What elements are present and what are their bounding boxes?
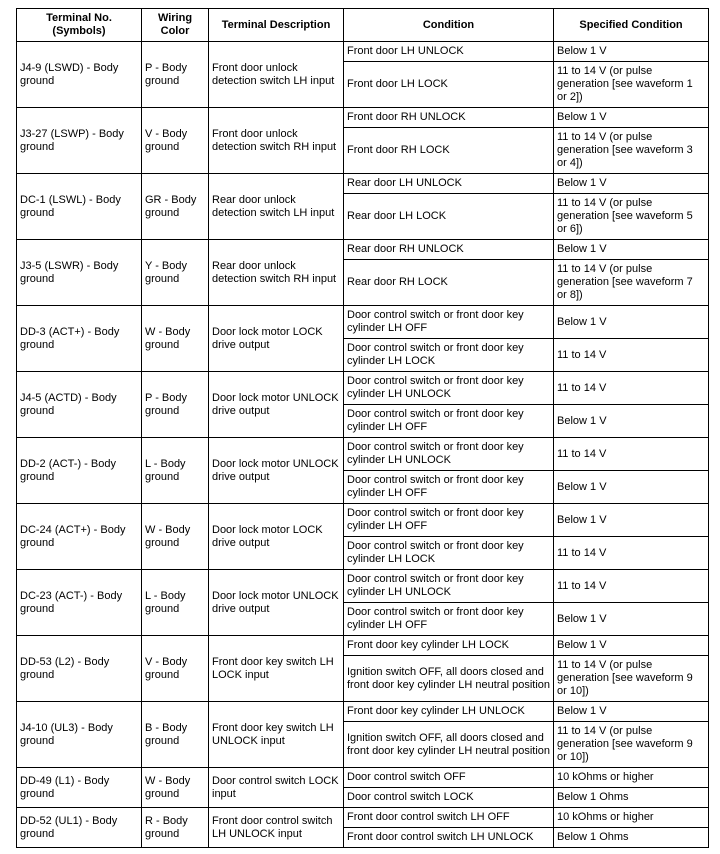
terminal-cell: J3-5 (LSWR) - Body ground — [17, 240, 142, 306]
specified-condition-cell: 11 to 14 V (or pulse generation [see waveform 3 or 4]) — [554, 128, 709, 174]
wiring-color-cell: P - Body ground — [142, 372, 209, 438]
description-cell: Door lock motor UNLOCK drive output — [209, 372, 344, 438]
condition-cell: Front door RH LOCK — [344, 128, 554, 174]
specified-condition-cell: Below 1 V — [554, 405, 709, 438]
condition-cell: Front door LH UNLOCK — [344, 42, 554, 62]
header-row — [17, 9, 709, 42]
header-condition: Condition — [344, 9, 554, 42]
specified-condition-cell: 11 to 14 V — [554, 537, 709, 570]
condition-cell: Door control switch or front door key cylinder LH OFF — [344, 603, 554, 636]
description-cell: Door lock motor LOCK drive output — [209, 504, 344, 570]
header-terminal: Terminal No. (Symbols) — [17, 9, 142, 42]
header-terminal-description: Terminal Description — [209, 9, 344, 42]
condition-cell: Door control switch or front door key cylinder LH UNLOCK — [344, 438, 554, 471]
wiring-color-cell: Y - Body ground — [142, 240, 209, 306]
table-row — [17, 808, 709, 828]
wiring-color-cell: R - Body ground — [142, 808, 209, 848]
specified-condition-cell: 10 kOhms or higher — [554, 768, 709, 788]
condition-cell: Door control switch or front door key cylinder LH UNLOCK — [344, 372, 554, 405]
table-row — [17, 438, 709, 471]
condition-cell: Rear door RH LOCK — [344, 260, 554, 306]
specified-condition-cell: 11 to 14 V — [554, 570, 709, 603]
condition-cell: Front door LH LOCK — [344, 62, 554, 108]
condition-cell: Door control switch or front door key cylinder LH OFF — [344, 306, 554, 339]
description-cell: Door control switch LOCK input — [209, 768, 344, 808]
specified-condition-cell: Below 1 V — [554, 603, 709, 636]
specified-condition-cell: 11 to 14 V — [554, 438, 709, 471]
condition-cell: Door control switch OFF — [344, 768, 554, 788]
terminal-cell: J4-5 (ACTD) - Body ground — [17, 372, 142, 438]
condition-cell: Ignition switch OFF, all doors closed and front door key cylinder LH neutral position — [344, 722, 554, 768]
table-row — [17, 504, 709, 537]
specified-condition-cell: 10 kOhms or higher — [554, 808, 709, 828]
terminal-cell: J4-9 (LSWD) - Body ground — [17, 42, 142, 108]
specified-condition-cell: Below 1 V — [554, 174, 709, 194]
condition-cell: Rear door LH UNLOCK — [344, 174, 554, 194]
wiring-color-cell: B - Body ground — [142, 702, 209, 768]
table-row — [17, 174, 709, 194]
condition-cell: Front door control switch LH UNLOCK — [344, 828, 554, 848]
description-cell: Front door key switch LH UNLOCK input — [209, 702, 344, 768]
wiring-color-cell: W - Body ground — [142, 768, 209, 808]
condition-cell: Rear door RH UNLOCK — [344, 240, 554, 260]
specified-condition-cell: Below 1 V — [554, 504, 709, 537]
terminal-cell: DC-1 (LSWL) - Body ground — [17, 174, 142, 240]
specified-condition-cell: 11 to 14 V (or pulse generation [see waveform 9 or 10]) — [554, 722, 709, 768]
wiring-color-cell: L - Body ground — [142, 570, 209, 636]
condition-cell: Door control switch or front door key cylinder LH LOCK — [344, 339, 554, 372]
terminal-cell: DD-49 (L1) - Body ground — [17, 768, 142, 808]
condition-cell: Door control switch or front door key cylinder LH UNLOCK — [344, 570, 554, 603]
specified-condition-cell: Below 1 V — [554, 471, 709, 504]
specified-condition-cell: Below 1 V — [554, 636, 709, 656]
terminal-spec-table — [16, 8, 709, 848]
specified-condition-cell: 11 to 14 V (or pulse generation [see waveform 9 or 10]) — [554, 656, 709, 702]
specified-condition-cell: Below 1 Ohms — [554, 828, 709, 848]
description-cell: Door lock motor UNLOCK drive output — [209, 438, 344, 504]
condition-cell: Front door RH UNLOCK — [344, 108, 554, 128]
table-row — [17, 768, 709, 788]
table-row — [17, 240, 709, 260]
specified-condition-cell: Below 1 V — [554, 240, 709, 260]
wiring-color-cell: V - Body ground — [142, 636, 209, 702]
terminal-cell: J3-27 (LSWP) - Body ground — [17, 108, 142, 174]
condition-cell: Front door key cylinder LH LOCK — [344, 636, 554, 656]
table-body — [17, 42, 709, 848]
specified-condition-cell: Below 1 V — [554, 702, 709, 722]
description-cell: Front door key switch LH LOCK input — [209, 636, 344, 702]
table-row — [17, 702, 709, 722]
specified-condition-cell: Below 1 V — [554, 306, 709, 339]
specified-condition-cell: 11 to 14 V (or pulse generation [see waveform 7 or 8]) — [554, 260, 709, 306]
condition-cell: Door control switch LOCK — [344, 788, 554, 808]
wiring-color-cell: W - Body ground — [142, 306, 209, 372]
terminal-cell: DD-53 (L2) - Body ground — [17, 636, 142, 702]
terminal-cell: J4-10 (UL3) - Body ground — [17, 702, 142, 768]
condition-cell: Front door key cylinder LH UNLOCK — [344, 702, 554, 722]
description-cell: Front door unlock detection switch RH input — [209, 108, 344, 174]
condition-cell: Door control switch or front door key cylinder LH OFF — [344, 471, 554, 504]
description-cell: Door lock motor LOCK drive output — [209, 306, 344, 372]
terminal-cell: DD-3 (ACT+) - Body ground — [17, 306, 142, 372]
condition-cell: Door control switch or front door key cylinder LH OFF — [344, 405, 554, 438]
wiring-color-cell: P - Body ground — [142, 42, 209, 108]
table-row — [17, 108, 709, 128]
specified-condition-cell: 11 to 14 V — [554, 372, 709, 405]
description-cell: Front door unlock detection switch LH input — [209, 42, 344, 108]
specified-condition-cell: Below 1 V — [554, 42, 709, 62]
header-specified-condition: Specified Condition — [554, 9, 709, 42]
table-row — [17, 636, 709, 656]
specified-condition-cell: 11 to 14 V (or pulse generation [see waveform 1 or 2]) — [554, 62, 709, 108]
condition-cell: Front door control switch LH OFF — [344, 808, 554, 828]
header-wiring-color: Wiring Color — [142, 9, 209, 42]
terminal-cell: DD-2 (ACT-) - Body ground — [17, 438, 142, 504]
specified-condition-cell: 11 to 14 V (or pulse generation [see waveform 5 or 6]) — [554, 194, 709, 240]
description-cell: Rear door unlock detection switch LH input — [209, 174, 344, 240]
terminal-cell: DC-23 (ACT-) - Body ground — [17, 570, 142, 636]
wiring-color-cell: L - Body ground — [142, 438, 209, 504]
specified-condition-cell: Below 1 Ohms — [554, 788, 709, 808]
condition-cell: Rear door LH LOCK — [344, 194, 554, 240]
table-row — [17, 42, 709, 62]
wiring-color-cell: GR - Body ground — [142, 174, 209, 240]
condition-cell: Door control switch or front door key cylinder LH LOCK — [344, 537, 554, 570]
wiring-color-cell: V - Body ground — [142, 108, 209, 174]
terminal-cell: DD-52 (UL1) - Body ground — [17, 808, 142, 848]
condition-cell: Door control switch or front door key cylinder LH OFF — [344, 504, 554, 537]
description-cell: Door lock motor UNLOCK drive output — [209, 570, 344, 636]
condition-cell: Ignition switch OFF, all doors closed and front door key cylinder LH neutral position — [344, 656, 554, 702]
table-row — [17, 570, 709, 603]
description-cell: Front door control switch LH UNLOCK input — [209, 808, 344, 848]
specified-condition-cell: Below 1 V — [554, 108, 709, 128]
table-row — [17, 306, 709, 339]
specified-condition-cell: 11 to 14 V — [554, 339, 709, 372]
wiring-color-cell: W - Body ground — [142, 504, 209, 570]
description-cell: Rear door unlock detection switch RH input — [209, 240, 344, 306]
table-row — [17, 372, 709, 405]
terminal-cell: DC-24 (ACT+) - Body ground — [17, 504, 142, 570]
